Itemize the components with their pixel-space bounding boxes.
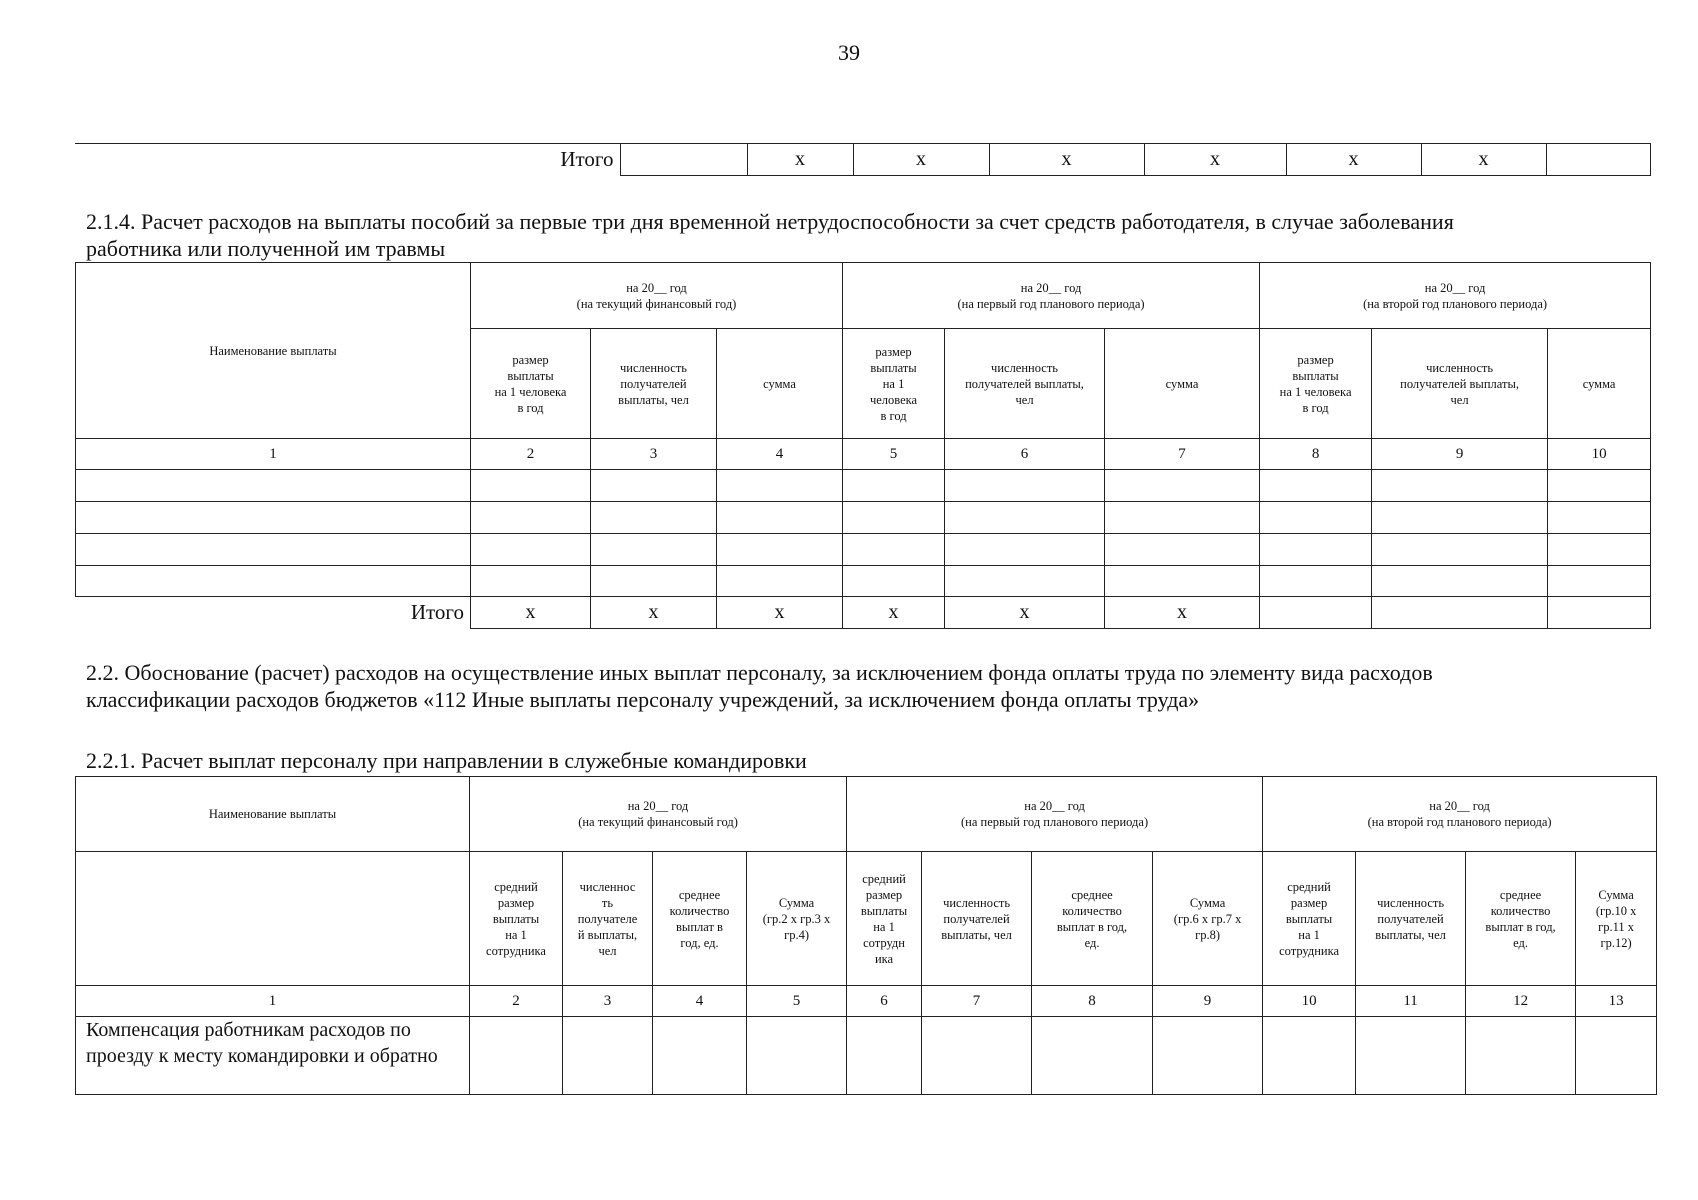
period-header [843,263,1260,329]
table-cell [1260,502,1372,534]
table-row [76,1017,1657,1095]
name-header: Наименование выплаты [76,263,471,439]
table-cell [76,470,471,502]
table-cell [1548,502,1651,534]
table-cell [76,502,471,534]
period-year: на 20__ год [627,799,689,813]
subheader-cell [471,329,591,439]
table-cell [1576,1017,1657,1095]
subheader-cell [470,852,563,986]
subheader-line: на 1 человека [494,384,567,399]
column-number: 9 [1372,439,1548,470]
table-cell [1263,1017,1356,1095]
table-cell [1548,470,1651,502]
column-number: 10 [1263,986,1356,1017]
subheader-line: ть [601,895,614,910]
heading-line: 2.1.4. Расчет расходов на выплаты пособий за первые три дня временной нетрудоспособности за счет средств работодателя, в случае заболевания [86,209,1454,234]
column-number: 13 [1576,986,1657,1017]
subheader-cell [563,852,653,986]
subheader-cell [843,329,945,439]
subheader-line: гр.12) [1600,935,1632,950]
table-cell [1356,1017,1466,1095]
subheader-line: размер [865,887,903,902]
column-number: 7 [1105,439,1260,470]
subheader-line: количество [669,903,730,918]
header-row [76,263,1651,329]
subheader-line: выплаты [860,903,908,918]
subheader-line: получателей [943,911,1010,926]
top-rule [75,143,621,144]
period-desc: (на первый год планового периода) [960,815,1149,829]
subheader-line: ед. [1513,935,1528,950]
subheader-cell [945,329,1105,439]
subheader-cell [747,852,847,986]
period-year: на 20__ год [1429,799,1490,813]
heading-line: 2.2.1. Расчет выплат персоналу при направлении в служебные командировки [86,748,807,773]
subheader-line: численность [943,895,1011,910]
table-cell [1105,534,1260,566]
table-cell [717,566,843,597]
total-row [76,597,1651,629]
table-cell [1372,566,1548,597]
table-row [76,566,1651,597]
subheader-line: выплаты, чел [941,927,1012,942]
table-cell [591,534,717,566]
subheader-line: й выплаты, [577,927,638,942]
subheader-line: Сумма [1598,887,1634,902]
total-cell: х [717,597,843,629]
subheader-line: в год [517,400,544,415]
table-cell [1372,534,1548,566]
subheader-line: получателей [1377,911,1444,926]
table-cell [1105,470,1260,502]
subheader-cell [922,852,1032,986]
subheader-line: выплат в год, [1485,919,1556,934]
header-row [76,777,1657,852]
period-header [847,777,1263,852]
table-cell [1105,502,1260,534]
empty-header-cell [76,852,470,986]
top-total-row [75,144,1650,176]
subheader-line: на 1 [505,927,527,942]
section-22-heading [86,659,1433,713]
total-label: Итого [560,147,614,171]
period-header [470,777,847,852]
table-cell [843,534,945,566]
subheader-line: численность [991,360,1059,375]
subheader-line: размер [1290,895,1328,910]
total-cell [1546,144,1650,176]
subheader-line: на 1 [873,919,895,934]
subheader-cell [1356,852,1466,986]
period-desc: (на текущий финансовый год) [578,815,738,829]
subheader-line: чел [598,943,617,958]
period-desc: (на второй год планового периода) [1363,296,1548,311]
subheader-line: количество [1490,903,1551,918]
column-number: 5 [843,439,945,470]
table-cell [1466,1017,1576,1095]
table-cell [945,534,1105,566]
subheader-line: на 1 [1298,927,1320,942]
column-number: 3 [591,439,717,470]
table-cell [471,470,591,502]
table-cell [843,470,945,502]
top-total-table [75,143,1651,176]
subheader-line: в год [1302,400,1329,415]
column-number: 4 [717,439,843,470]
column-number: 11 [1356,986,1466,1017]
table-cell [1548,534,1651,566]
column-number: 10 [1548,439,1651,470]
table-221 [75,776,1657,1095]
subheader-line: численнос [579,879,636,894]
column-number: 3 [563,986,653,1017]
subheader-line: средний [494,879,538,894]
subheader-line: выплаты [1285,911,1333,926]
table-row [76,502,1651,534]
table-cell [945,470,1105,502]
column-number: 8 [1260,439,1372,470]
subheader-line: гр.8) [1195,927,1221,942]
subheader-cell [1105,329,1260,439]
subheader-cell [717,329,843,439]
column-number: 7 [922,986,1032,1017]
table-cell [1372,470,1548,502]
subheader-line: чел [1450,392,1469,407]
period-desc: (на текущий финансовый год) [576,296,737,311]
subheader-line: выплаты, чел [618,392,689,407]
table-cell [717,534,843,566]
page-number: 39 [838,40,860,65]
total-cell [1372,597,1548,629]
subheader-cell [1032,852,1153,986]
subheader-line: на 1 [882,376,905,391]
table-cell [591,566,717,597]
column-number: 4 [653,986,747,1017]
subheader-cell [1372,329,1548,439]
total-cell: х [1286,144,1421,176]
table-row [76,470,1651,502]
subheader-line: сотрудника [1279,943,1340,958]
subheader-line: получателе [577,911,638,926]
subheader-line: выплаты [1292,368,1339,383]
total-cell: х [747,144,853,176]
subheader-line: (гр.2 х гр.3 х [762,911,831,926]
table-row [76,534,1651,566]
table-cell [471,534,591,566]
table-cell [653,1017,747,1095]
subheader-line: Сумма [1189,895,1226,910]
subheader-line: получателей выплаты, [1400,376,1519,391]
subheader-line: среднее [1499,887,1542,902]
table-cell [847,1017,922,1095]
table-cell [1548,566,1651,597]
table-cell [922,1017,1032,1095]
heading-line: 2.2. Обоснование (расчет) расходов на осуществление иных выплат персоналу, за исключением фонда оплаты труда по элементу вида расходов [86,660,1433,685]
table-cell [471,502,591,534]
subheader-line: размер [512,352,549,367]
total-cell: х [1421,144,1546,176]
subheader-line: сумма [1582,376,1616,391]
subheader-cell [1263,852,1356,986]
table-cell [1105,566,1260,597]
table-cell [1260,566,1372,597]
subheader-cell [1576,852,1657,986]
name-header: Наименование выплаты [76,777,470,852]
subheader-line: (гр.6 х гр.7 х [1173,911,1242,926]
table-cell [1153,1017,1263,1095]
table-cell [1032,1017,1153,1095]
subheader-line: средний [862,871,906,886]
table-cell [1260,534,1372,566]
period-year: на 20__ год [1424,280,1486,295]
period-desc: (на второй год планового периода) [1367,815,1552,829]
subheader-line: размер [497,895,535,910]
column-number-row [76,439,1651,470]
total-cell: х [853,144,989,176]
total-cell: х [989,144,1144,176]
table-cell [471,566,591,597]
subheader-cell [591,329,717,439]
subheader-line: средний [1287,879,1331,894]
column-number: 1 [76,986,470,1017]
subheader-line: размер [1297,352,1334,367]
subheader-cell [847,852,922,986]
period-header [1260,263,1651,329]
subheader-line: в год [880,408,907,423]
subheader-line: численность [1426,360,1494,375]
subheader-line: год, ед. [680,935,719,950]
subheader-line: выплаты, чел [1375,927,1446,942]
subheader-line: ед. [1084,935,1100,950]
subheader-line: среднее [678,887,721,902]
table-cell [76,534,471,566]
table-cell [470,1017,563,1095]
period-desc: (на первый год планового периода) [957,296,1145,311]
section-221-heading [86,747,807,774]
subheader-line: на 1 человека [1279,384,1352,399]
subheader-line: чел [1015,392,1034,407]
column-number-row [76,986,1657,1017]
subheader-line: получателей выплаты, [965,376,1084,391]
row-label: Компенсация работникам расходов по проезду к месту командировки и обратно [76,1017,470,1095]
subheader-line: гр.4) [784,927,809,942]
table-cell [563,1017,653,1095]
total-label: Итого [410,600,464,625]
subheader-line: (гр.10 х [1595,903,1637,918]
subheader-line: численность [620,360,687,375]
table-cell [717,470,843,502]
subheader-line: получателей [620,376,687,391]
total-cell [620,144,747,176]
subheader-line: выплат в год, [1056,919,1128,934]
heading-line: работника или полученной им травмы [86,236,446,261]
subheader-cell [1466,852,1576,986]
total-cell: х [471,597,591,629]
table-214 [75,262,1651,629]
subheader-line: сумма [1165,376,1199,391]
subheader-line: Сумма [778,895,815,910]
total-cell: х [1144,144,1286,176]
subheader-line: сотрудн [863,935,905,950]
subheader-line: выплаты [492,911,540,926]
total-cell: х [591,597,717,629]
column-number: 5 [747,986,847,1017]
period-header [1263,777,1657,852]
subheader-cell [1260,329,1372,439]
subheader-row [76,852,1657,986]
subheader-line: размер [875,344,912,359]
table-cell [591,502,717,534]
table-cell [717,502,843,534]
subheader-cell [1153,852,1263,986]
period-year: на 20__ год [1020,280,1082,295]
table-cell [843,566,945,597]
column-number: 2 [470,986,563,1017]
subheader-line: человека [869,392,918,407]
subheader-line: количество [1062,903,1122,918]
period-year: на 20__ год [1024,799,1085,813]
period-header [471,263,843,329]
subheader-line: среднее [1071,887,1113,902]
subheader-cell [1548,329,1651,439]
table-cell [747,1017,847,1095]
total-cell: х [945,597,1105,629]
table-cell [945,566,1105,597]
table-cell [945,502,1105,534]
section-214-heading [86,208,1454,262]
subheader-line: численность [1377,895,1445,910]
column-number: 6 [945,439,1105,470]
total-cell: х [1105,597,1260,629]
heading-line: классификации расходов бюджетов «112 Иные выплаты персоналу учреждений, за исключением фонда оплаты труда» [86,687,1200,712]
table-cell [1372,502,1548,534]
column-number: 2 [471,439,591,470]
column-number: 8 [1032,986,1153,1017]
table-cell [843,502,945,534]
table-cell [76,566,471,597]
table-cell [591,470,717,502]
column-number: 12 [1466,986,1576,1017]
subheader-line: выплаты [870,360,917,375]
subheader-line: гр.11 х [1598,919,1635,934]
total-cell [1548,597,1651,629]
period-year: на 20__ год [626,280,687,295]
subheader-line: выплаты [507,368,554,383]
subheader-line: ика [874,951,894,966]
subheader-cell [653,852,747,986]
total-cell [1260,597,1372,629]
column-number: 6 [847,986,922,1017]
subheader-line: сумма [763,376,796,391]
subheader-line: сотрудника [486,943,546,958]
column-number: 1 [76,439,471,470]
subheader-line: выплат в [676,919,723,934]
column-number: 9 [1153,986,1263,1017]
table-cell [1260,470,1372,502]
total-cell: х [843,597,945,629]
